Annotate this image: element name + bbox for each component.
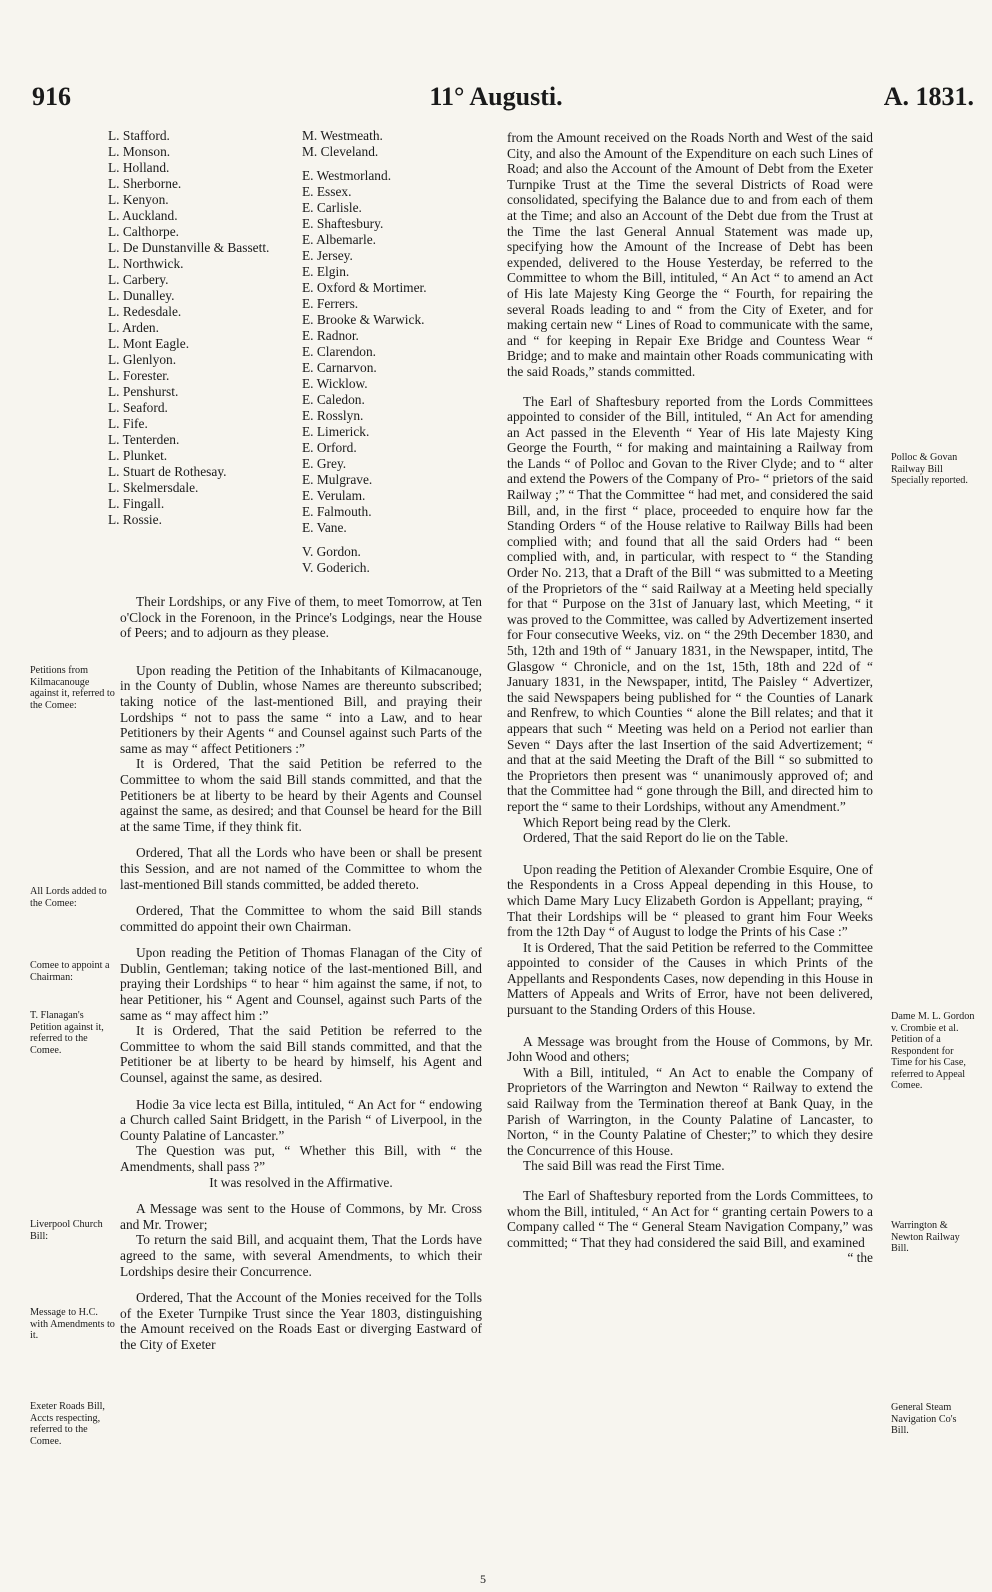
lord-entry: L. Mont Eagle.	[108, 336, 190, 351]
lord-entry: L. Seaford.	[108, 400, 168, 415]
liverpool-bill: Hodie 3a vice lecta est Billa, intituled, “ An Act for “ endowing a Church called Saint Bridgett, in the Parish “ of Liverpool, in the County Palatine of Lancaster.”	[120, 1096, 482, 1143]
crombie-order: It is Ordered, That the said Petition be referred to the Committee appointed to consider of the Causes in which Prints of the Appellants and Respondents Cases, now depending in this House in Matters of Appeals and Writs of Error, have not been delivered, pursuant to the Standing Orders of this House.	[507, 939, 873, 1018]
message-sent: A Message was sent to the House of Commons, by Mr. Cross and Mr. Trower;	[120, 1201, 482, 1232]
margin-note-chairman: Comee to appoint a Chairman:	[30, 960, 110, 983]
lord-entry: E. Orford.	[302, 440, 357, 455]
lord-entry: E. Jersey.	[302, 248, 353, 263]
lord-entry: E. Westmorland.	[302, 168, 392, 183]
lord-entry: L. Glenlyon.	[108, 352, 177, 367]
lord-entry: E. Limerick.	[302, 424, 370, 439]
lord-entry: E. Clarendon.	[302, 344, 377, 359]
lord-entry: V. Gordon.	[302, 544, 361, 559]
lord-entry: E. Carnarvon.	[302, 360, 377, 375]
lord-entry: L. Dunalley.	[108, 288, 175, 303]
lord-entry: L. Auckland.	[108, 208, 178, 223]
polloc-report: The Earl of Shaftesbury reported from the Lords Committees appointed to consider of the Bill, intituled, “ An Act for amending an Act passed in the Eleventh “ Year of His late Majesty King George the Fourth, “ for making and maintaining a Railway from the Lands “ of Polloc and Govan to the River Clyde; and to “ alter and extend the Powers of the Company of Pro- “ prietors of the said Railway ;” “ That the Committee “ had met, and considered the said Bill, and, in the first “ place, proceeded to enquire how far the Standing Orders “ of the House relative to Railway Bills had been complied with; and found that all the said Orders had “ been complied with, and, in particular, with respect to “ the Standing Order No. 213, that a Draft of the Bill “ was submitted to a Meeting of the Proprietors of the “ said Railway at a Meeting held specially for that “ Purpose on the 31st of January last, which Meeting, “ it was proved to the Committee, was called by Advertizement inserted for Four consecutive Weeks, viz. on “ the 29th December 1830, and 5th, 12th and 19th of “ January 1831, in the Newspaper, intitd, The Glasgow “ Chronicle, and on the 1st, 15th, 18th and 22d of “ January 1831, in the Newspaper, intitd, The Paisley “ Advertizer, the said Newspapers being published for “ the Counties of Lanark and Renfrew, to which Counties “ alone the Bill relates; and that it appears that such “ Meeting was held on a Period not earlier than Seven “ Days after the last Insertion of the said Advertizement; “ and that at the said Meeting the Draft of the Bill “ so submitted to the Proprietors then present was “ unanimously approved of; and that the Committee had “ gone through the Bill, and directed him to report the “ same to their Lordships, without any Amendment.”	[507, 393, 873, 814]
lord-entry: L. Penshurst.	[108, 384, 179, 399]
lord-entry: E. Grey.	[302, 456, 347, 471]
header-date: 11° Augusti.	[429, 82, 563, 111]
lords-list-earls	[302, 128, 427, 576]
lord-entry: E. Essex.	[302, 184, 352, 199]
margin-note-liverpool: Liverpool Church Bill:	[30, 1219, 103, 1242]
lord-entry: E. Oxford & Mortimer.	[302, 280, 427, 295]
margin-note-exeter: Exeter Roads Bill, Accts respecting, referred to the Comee.	[30, 1401, 105, 1447]
lord-entry: E. Mulgrave.	[302, 472, 373, 487]
footer-signature-number: 5	[480, 1572, 486, 1586]
lord-entry: L. Carbery.	[108, 272, 169, 287]
lord-entry: L. Forester.	[108, 368, 170, 383]
right-column	[507, 130, 873, 1266]
margin-note-kilmacanouge: Petitions from Kilmacanouge against it, referred to the Comee:	[30, 665, 115, 711]
warrington-first-reading: The said Bill was read the First Time.	[523, 1158, 725, 1174]
lord-entry: L. Kenyon.	[108, 192, 169, 207]
lord-entry: E. Elgin.	[302, 264, 350, 279]
lord-entry: L. Arden.	[108, 320, 159, 335]
chairman-order: Ordered, That the Committee to whom the said Bill stands committed do appoint their own Chairman.	[120, 903, 482, 934]
lord-entry: L. Fife.	[108, 416, 148, 431]
polloc-report-table: Ordered, That the said Report do lie on the Table.	[523, 830, 789, 846]
lord-entry: L. Sherborne.	[108, 176, 182, 191]
lord-entry: E. Albemarle.	[302, 232, 376, 247]
margin-note-flanagan: T. Flanagan's Petition against it, referred to the Comee.	[30, 1010, 104, 1056]
kilmacanouge-petition: Upon reading the Petition of the Inhabitants of Kilmacanouge, in the County of Dublin, whose Names are thereunto subscribed; taking notice of the last-mentioned Bill, and praying their Lordships “ not to pass the same “ into a Law, and to hear Petitioners by their Agents “ and Counsel against such Parts of the same as may “ affect Petitioners :”	[120, 662, 482, 756]
margin-note-message: Message to H.C. with Amendments to it.	[30, 1307, 115, 1341]
steam-report: The Earl of Shaftesbury reported from the Lords Committees, to whom the Bill, intituled, “ An Act for “ granting certain Powers to a Company called “ The “ General Steam Navigation Company,” was committed; “ That they had considered the said Bill, and examined	[507, 1188, 873, 1250]
lord-entry: M. Westmeath.	[302, 128, 383, 143]
lord-entry: L. Rossie.	[108, 512, 162, 527]
crombie-petition: Upon reading the Petition of Alexander Crombie Esquire, One of the Respondents in a Cross Appeal depending in this House, to which Dame Mary Lucy Elizabeth Gordon is Appellant; praying, “ That their Lordships will be “ pleased to grant him Four Weeks from the 12th Day “ of August to lodge the Prints of his Case :”	[507, 861, 873, 940]
lord-entry: E. Falmouth.	[302, 504, 372, 519]
lord-entry: L. Redesdale.	[108, 304, 182, 319]
lord-entry: L. Tenterden.	[108, 432, 180, 447]
polloc-report-read: Which Report being read by the Clerk.	[523, 814, 731, 830]
left-column	[120, 594, 482, 1353]
exeter-order-continued: from the Amount received on the Roads North and West of the said City, and also the Amount of the Expenditure on each such Lines of Road; and also the Account of the Amount of Debt from the Exeter Turnpike Trust at the Time the several Districts of Road were consolidated, specifying the Balance due to and from each of them at the Time; and also an Account of the Debt due from the Trust at the Time the last General Annual Statement was made up, specifying how the Amount of the Increase of Debt has been expended, delivered to the House Yesterday, be referred to the Committee to whom the Bill, intituled, “ An Act “ to amend an Act of His late Majesty King George the “ Fourth, for repairing the several Roads leading to and “ from the City of Exeter, and for making certain new “ Lines of Road to communicate with the same, and “ for keeping in Repair Exe Bridge and Countess Wear “ Bridge; and to make and maintain other Roads communicating with the said Roads,” stands committed.	[507, 130, 873, 379]
warrington-bill: With a Bill, intituled, “ An Act to enable the Company of Proprietors of the Warrington and Newton “ Railway to extend the said Railway from the Termination thereof at Bank Quay, in the Parish of Warrington, in the County Palatine of Lancaster, to Norton, “ in the County Palatine of Chester;” to which they desire the Concurrence of this House.	[507, 1064, 873, 1158]
lord-entry: E. Shaftesbury.	[302, 216, 384, 231]
lord-entry: E. Caledon.	[302, 392, 365, 407]
lord-entry: E. Verulam.	[302, 488, 366, 503]
margin-note-warrington: Warrington & Newton Railway Bill.	[891, 1220, 960, 1254]
lord-entry: M. Cleveland.	[302, 144, 379, 159]
message-return: To return the said Bill, and acquaint them, That the Lords have agreed to the same, with several Amendments, to which their Lordships desire their Concurrence.	[120, 1232, 482, 1279]
exeter-order: Ordered, That the Account of the Monies received for the Tolls of the Exeter Turnpike Trust since the Year 1803, distinguishing the Amount received on the Roads East or diverging Eastward of the City of Exeter	[120, 1290, 482, 1352]
lord-entry: E. Rosslyn.	[302, 408, 364, 423]
lord-entry: L. Stuart de Rothesay.	[108, 464, 227, 479]
margin-note-all-lords: All Lords added to the Comee:	[30, 886, 107, 909]
lord-entry: L. Skelmersdale.	[108, 480, 199, 495]
margin-note-polloc: Polloc & Govan Railway Bill Specially reported.	[891, 452, 968, 486]
lord-entry: L. Holland.	[108, 160, 170, 175]
kilmacanouge-order: It is Ordered, That the said Petition be referred to the Committee to whom the said Bill stands committed, and that the Petitioners be at liberty to be heard by their Agents and Counsel against the same, as desired; and that Counsel be heard for the Bill at the same Time, if they think fit.	[120, 756, 482, 834]
liverpool-question: The Question was put, “ Whether this Bill, with “ the Amendments, shall pass ?”	[120, 1143, 482, 1174]
lord-entry: E. Brooke & Warwick.	[302, 312, 425, 327]
page-header	[0, 82, 992, 116]
lord-entry: L. Plunket.	[108, 448, 168, 463]
lord-entry: E. Wicklow.	[302, 376, 368, 391]
lord-entry: E. Vane.	[302, 520, 347, 535]
flanagan-order: It is Ordered, That the said Petition be referred to the Committee to whom the said Bill stands committed, and that the Petitioner be at liberty to be heard by himself, his Agent and Counsel, against the same, as desired.	[120, 1023, 482, 1086]
lord-entry: L. Calthorpe.	[108, 224, 180, 239]
lord-entry: E. Carlisle.	[302, 200, 362, 215]
lord-entry: L. Northwick.	[108, 256, 184, 271]
lord-entry: L. Monson.	[108, 144, 171, 159]
flanagan-petition: Upon reading the Petition of Thomas Flanagan of the City of Dublin, Gentleman; taking notice of the last-mentioned Bill, and praying their Lordships “ to hear “ him against the same, if not, to hear Petitioner, his “ Agent and Counsel, against such Parts of the same as “ may affect him :”	[120, 945, 482, 1023]
all-lords-order: Ordered, That all the Lords who have been or shall be present this Session, and are not named of the Committee to whom the last-mentioned Bill stands committed, be added thereto.	[120, 845, 482, 892]
liverpool-resolved: It was resolved in the Affirmative.	[209, 1174, 393, 1190]
margin-note-steam: General Steam Navigation Co's Bill.	[891, 1402, 957, 1436]
page-number: 916	[32, 82, 71, 111]
catchword: “ the	[847, 1250, 873, 1266]
lord-entry: L. Stafford.	[108, 128, 170, 143]
header-year: A. 1831.	[883, 82, 974, 111]
lord-entry: E. Ferrers.	[302, 296, 359, 311]
meeting-paragraph: Their Lordships, or any Five of them, to meet Tomorrow, at Ten o'Clock in the Forenoon, in the Prince's Lodgings, near the House of Peers; and to adjourn as they please.	[120, 594, 482, 641]
margin-note-crombie: Dame M. L. Gordon v. Crombie et al. Petition of a Respondent for Time for his Case, referred to Appeal Comee.	[891, 1011, 975, 1091]
lord-entry: L. De Dunstanville & Bassett.	[108, 240, 270, 255]
lord-entry: E. Radnor.	[302, 328, 359, 343]
warrington-message: A Message was brought from the House of Commons, by Mr. John Wood and others;	[507, 1033, 873, 1065]
lords-list-barons	[108, 128, 269, 528]
lord-entry: V. Goderich.	[302, 560, 370, 575]
lord-entry: L. Fingall.	[108, 496, 165, 511]
